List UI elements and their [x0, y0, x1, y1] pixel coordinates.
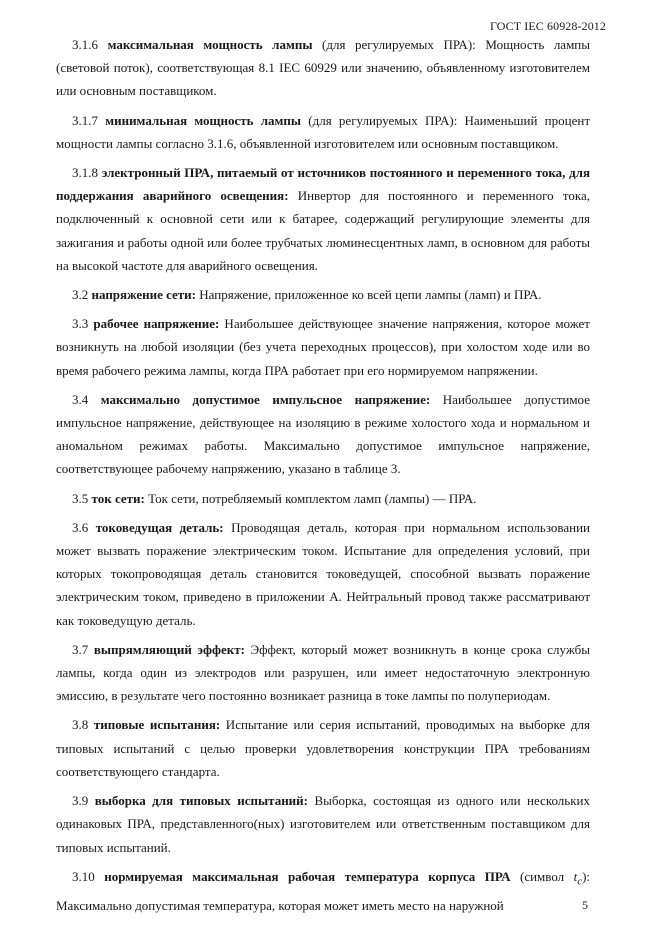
paragraph-3-1-6: 3.1.6 максимальная мощность лампы (для регулируемых ПРА): Мощность лампы (световой поток), соответствующая 8.1 IEC 60929 или значению, объявленному изготовителем или основным поставщиком. [56, 37, 590, 99]
term: максимальная мощность лампы [107, 37, 313, 52]
paragraph-3-8: 3.8 типовые испытания: Испытание или серия испытаний, проводимых на выборке для типовых испытаний с целью проверки удовлетворения конструкции ПРА требованиям соответствующего стандарта. [56, 717, 590, 779]
term: токоведущая деталь: [95, 519, 224, 535]
page-header: ГОСТ IEC 60928-2012 [489, 19, 606, 33]
paragraph-3-7: 3.7 выпрямляющий эффект: Эффект, который может возникнуть в конце срока службы лампы, когда один из электродов или разрушен, или имеет недостаточную электронную эмиссию, в результате чего постоянно возникает разница в токе лампы по полупериодам. [56, 641, 591, 704]
symbol: t [573, 868, 578, 884]
symbol-subscript: c [577, 875, 583, 888]
paragraph-3-3: 3.3 рабочее напряжение: Наибольшее действующее значение напряжения, которое может возникнуть на любой изоляции (без учета переходных процессов), при холостом ходе или во время рабочего режима лампы, когда ПРА работает при его нормируемом напряжении. [56, 316, 590, 378]
paragraph-3-2: 3.2 напряжение сети: Напряжение, приложенное ко всей цепи лампы (ламп) и ПРА. [72, 287, 542, 303]
paragraph-3-1-8: 3.1.8 электронный ПРА, питаемый от источников постоянного и переменного тока, для поддержания аварийного освещения: Инвертор для постоянного и переменного тока, подключенный к основной сети или к батарее, содержащий регулирующие элементы для зажигания и работы одной или более трубчатых люминесцентных ламп, в основном для работы на высокой частоте для аварийного освещения. [56, 165, 591, 273]
term: выпрямляющий эффект: [93, 641, 245, 657]
term: типовые испытания: [93, 717, 221, 733]
term: рабочее напряжение: [93, 316, 220, 332]
paragraph-3-1-7: 3.1.7 минимальная мощность лампы (для регулируемых ПРА): Наименьший процент мощности лампы согласно 3.1.6, объявленной изготовителем или основным поставщиком. [56, 112, 590, 151]
paragraph-3-4: 3.4 максимально допустимое импульсное напряжение: Наибольшее допустимое импульсное напряжение, действующее на изоляцию в режиме холостого хода и нормальном и аномальном режимах работы. Максимально допустимое импульсное напряжение, соответствующее рабочему напряжению, указано в таблице 3. [56, 391, 590, 477]
term: электронный ПРА, питаемый от источников постоянного и переменного тока, для поддержания аварийного освещения: [56, 165, 591, 204]
term: выборка для типовых испытаний: [94, 793, 308, 809]
term: ток сети: [91, 490, 145, 506]
term: максимально допустимое импульсное напряжение: [100, 391, 431, 407]
page-number: 5 [582, 898, 588, 912]
paragraph-3-9: 3.9 выборка для типовых испытаний: Выборка, состоящая из одного или нескольких одинаковых ПРА, представленного(ных) изготовителем или ответственным поставщиком для типовых испытаний. [56, 793, 591, 855]
term: минимальная мощность лампы [105, 112, 302, 128]
paragraph-3-5: 3.5 ток сети: Ток сети, потребляемый комплектом ламп (лампы) — ПРА. [72, 490, 477, 506]
paragraph-3-10: 3.10 нормируемая максимальная рабочая температура корпуса ПРА (символ $t_c$): Максимально допустимая температура, которая может иметь место на наружной [56, 868, 591, 913]
term: напряжение сети: [91, 287, 197, 303]
paragraph-3-6: 3.6 токоведущая деталь: Проводящая деталь, которая при нормальном использовании может вызвать поражение электрическим током. Испытание для определения условий, при которых токопроводящая деталь становится токоведущей, способной вызвать поражение электрическим током, приведено в приложении А. Нейтральный провод также рассматривают как токоведущую деталь. [56, 519, 590, 628]
term: нормируемая максимальная рабочая температура корпуса ПРА [104, 868, 511, 884]
document-body [56, 33, 590, 923]
